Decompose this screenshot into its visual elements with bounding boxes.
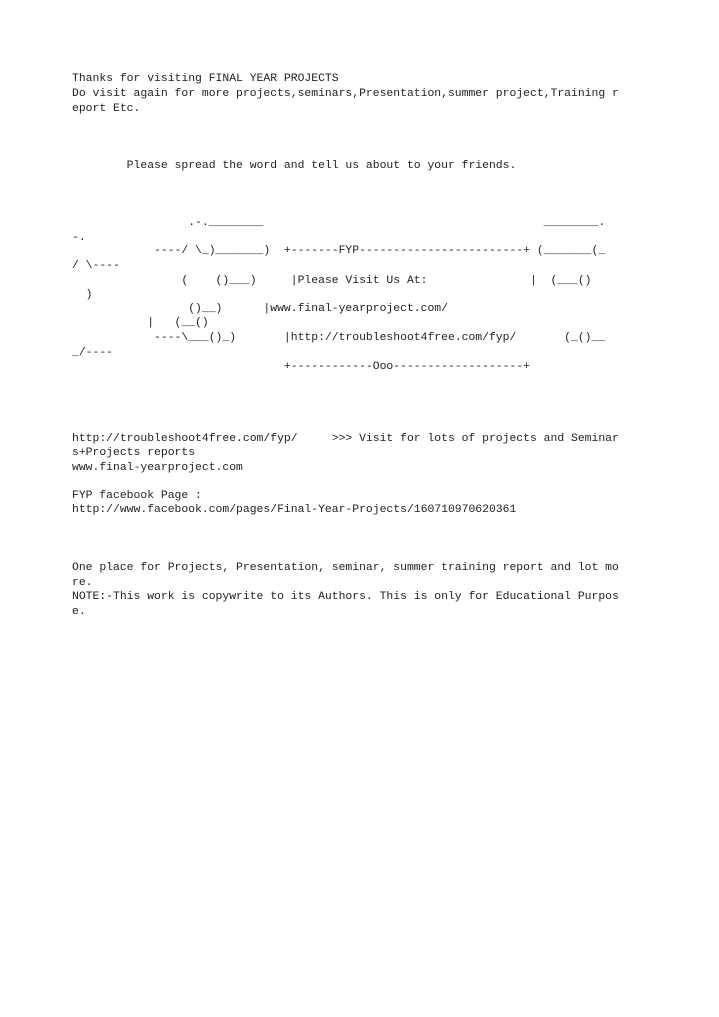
link-line-1: http://troubleshoot4free.com/fyp/ >>> Visit for lots of projects and Seminar	[72, 433, 619, 445]
ascii-banner-line: ( ()___) |Please Visit Us At: | (___()	[72, 275, 592, 287]
footer-line-2: re.	[72, 577, 93, 589]
footer-line-4: e.	[72, 606, 86, 618]
facebook-url: http://www.facebook.com/pages/Final-Year-Projects/160710970620361	[72, 504, 517, 516]
greeting-line-3: eport Etc.	[72, 103, 141, 115]
ascii-banner-line: _/----	[72, 347, 114, 359]
footer-line-3: NOTE:-This work is copywrite to its Authors. This is only for Educational Purpos	[72, 591, 619, 603]
ascii-banner-line: ----/ \_)_______) +-------FYP------------------------+ (_______(_	[72, 245, 606, 257]
footer-line-1: One place for Projects, Presentation, seminar, summer training report and lot mo	[72, 562, 619, 574]
greeting-line-2: Do visit again for more projects,seminars,Presentation,summer project,Training r	[72, 88, 619, 100]
spread-word-text: Please spread the word and tell us about to your friends.	[72, 160, 517, 172]
facebook-label: FYP facebook Page :	[72, 490, 202, 502]
link-line-3: www.final-yearproject.com	[72, 462, 243, 474]
ascii-banner-line: .-.________ ________.	[72, 217, 606, 229]
greeting-line-1: Thanks for visiting FINAL YEAR PROJECTS	[72, 73, 339, 85]
ascii-banner-line: )	[72, 289, 93, 301]
ascii-banner-line: ()__) |www.final-yearproject.com/	[72, 303, 448, 315]
ascii-banner-line: / \----	[72, 260, 120, 272]
ascii-banner-line: -.	[72, 232, 86, 244]
ascii-banner-line: | (__()	[72, 317, 209, 329]
ascii-banner-line: ----\___()_) |http://troubleshoot4free.com/fyp/ (_()__	[72, 332, 606, 344]
link-line-2: s+Projects reports	[72, 447, 196, 459]
ascii-banner-line: +------------Ooo-------------------+	[72, 361, 530, 373]
